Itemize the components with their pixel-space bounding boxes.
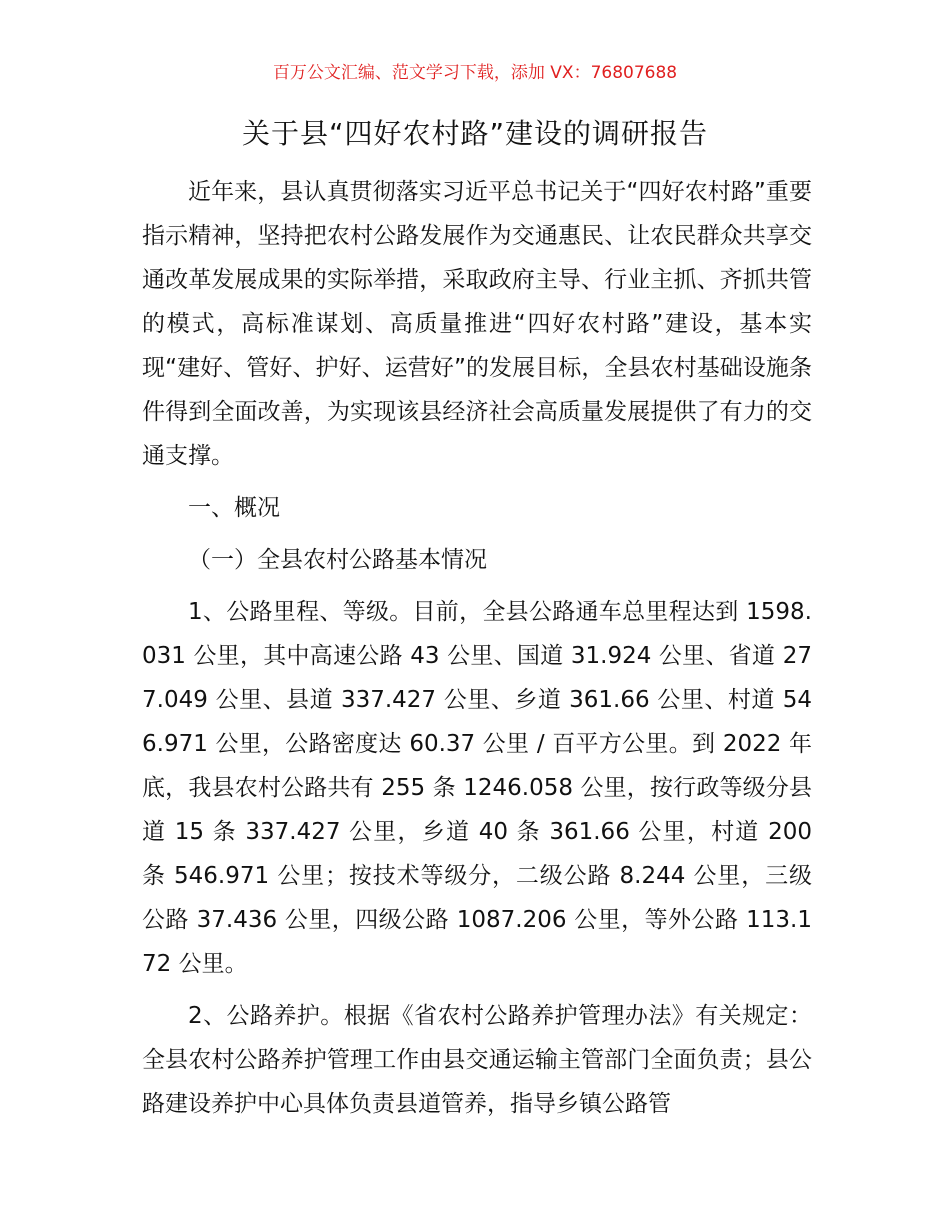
paragraph-road-maintenance: 2、公路养护。根据《省农村公路养护管理办法》有关规定：全县农村公路养护管理工作由县交通运输主管部门全面负责；县公路建设养护中心具体负责县道管养，指导乡镇公路管 bbox=[142, 1003, 812, 1117]
paragraph-road-mileage: 1、公路里程、等级。目前，全县公路通车总里程达到 1598.031 公里，其中高速公路 43 公里、国道 31.924 公里、省道 277.049 公里、县道 337.427 公里、乡道 361.66 公里、村道 546.971 公里，公路密度达 60.37 公里 / 百平方公里。到 2022 年底，我县农村公路共有 255 条 1246.058 公里，按行政等级分县道 15 条 337.427 公里，乡道 40 条 361.66 公里，村道 200 条 546.971 公里；按技术等级分，二级公路 8.244 公里，三级公路 37.436 公里，四级公路 1087.206 公里，等外公路 113.172 公里。 bbox=[142, 599, 812, 977]
document-title: 关于县“四好农村路”建设的调研报告 bbox=[241, 117, 708, 150]
subsection-heading-basic-info: （一）全县农村公路基本情况 bbox=[188, 547, 487, 573]
intro-paragraph: 近年来，县认真贯彻落实习近平总书记关于“四好农村路”重要指示精神，坚持把农村公路发展作为交通惠民、让农民群众共享交通改革发展成果的实际举措，采取政府主导、行业主抓、齐抓共管的模式，高标准谋划、高质量推进“四好农村路”建设，基本实现“建好、管好、护好、运营好”的发展目标，全县农村基础设施条件得到全面改善，为实现该县经济社会高质量发展提供了有力的交通支撑。 bbox=[142, 179, 812, 469]
document-body bbox=[142, 170, 812, 1126]
section-heading-overview: 一、概况 bbox=[188, 495, 280, 521]
header-banner: 百万公文汇编、范文学习下载，添加 VX：76807688 bbox=[272, 63, 678, 83]
